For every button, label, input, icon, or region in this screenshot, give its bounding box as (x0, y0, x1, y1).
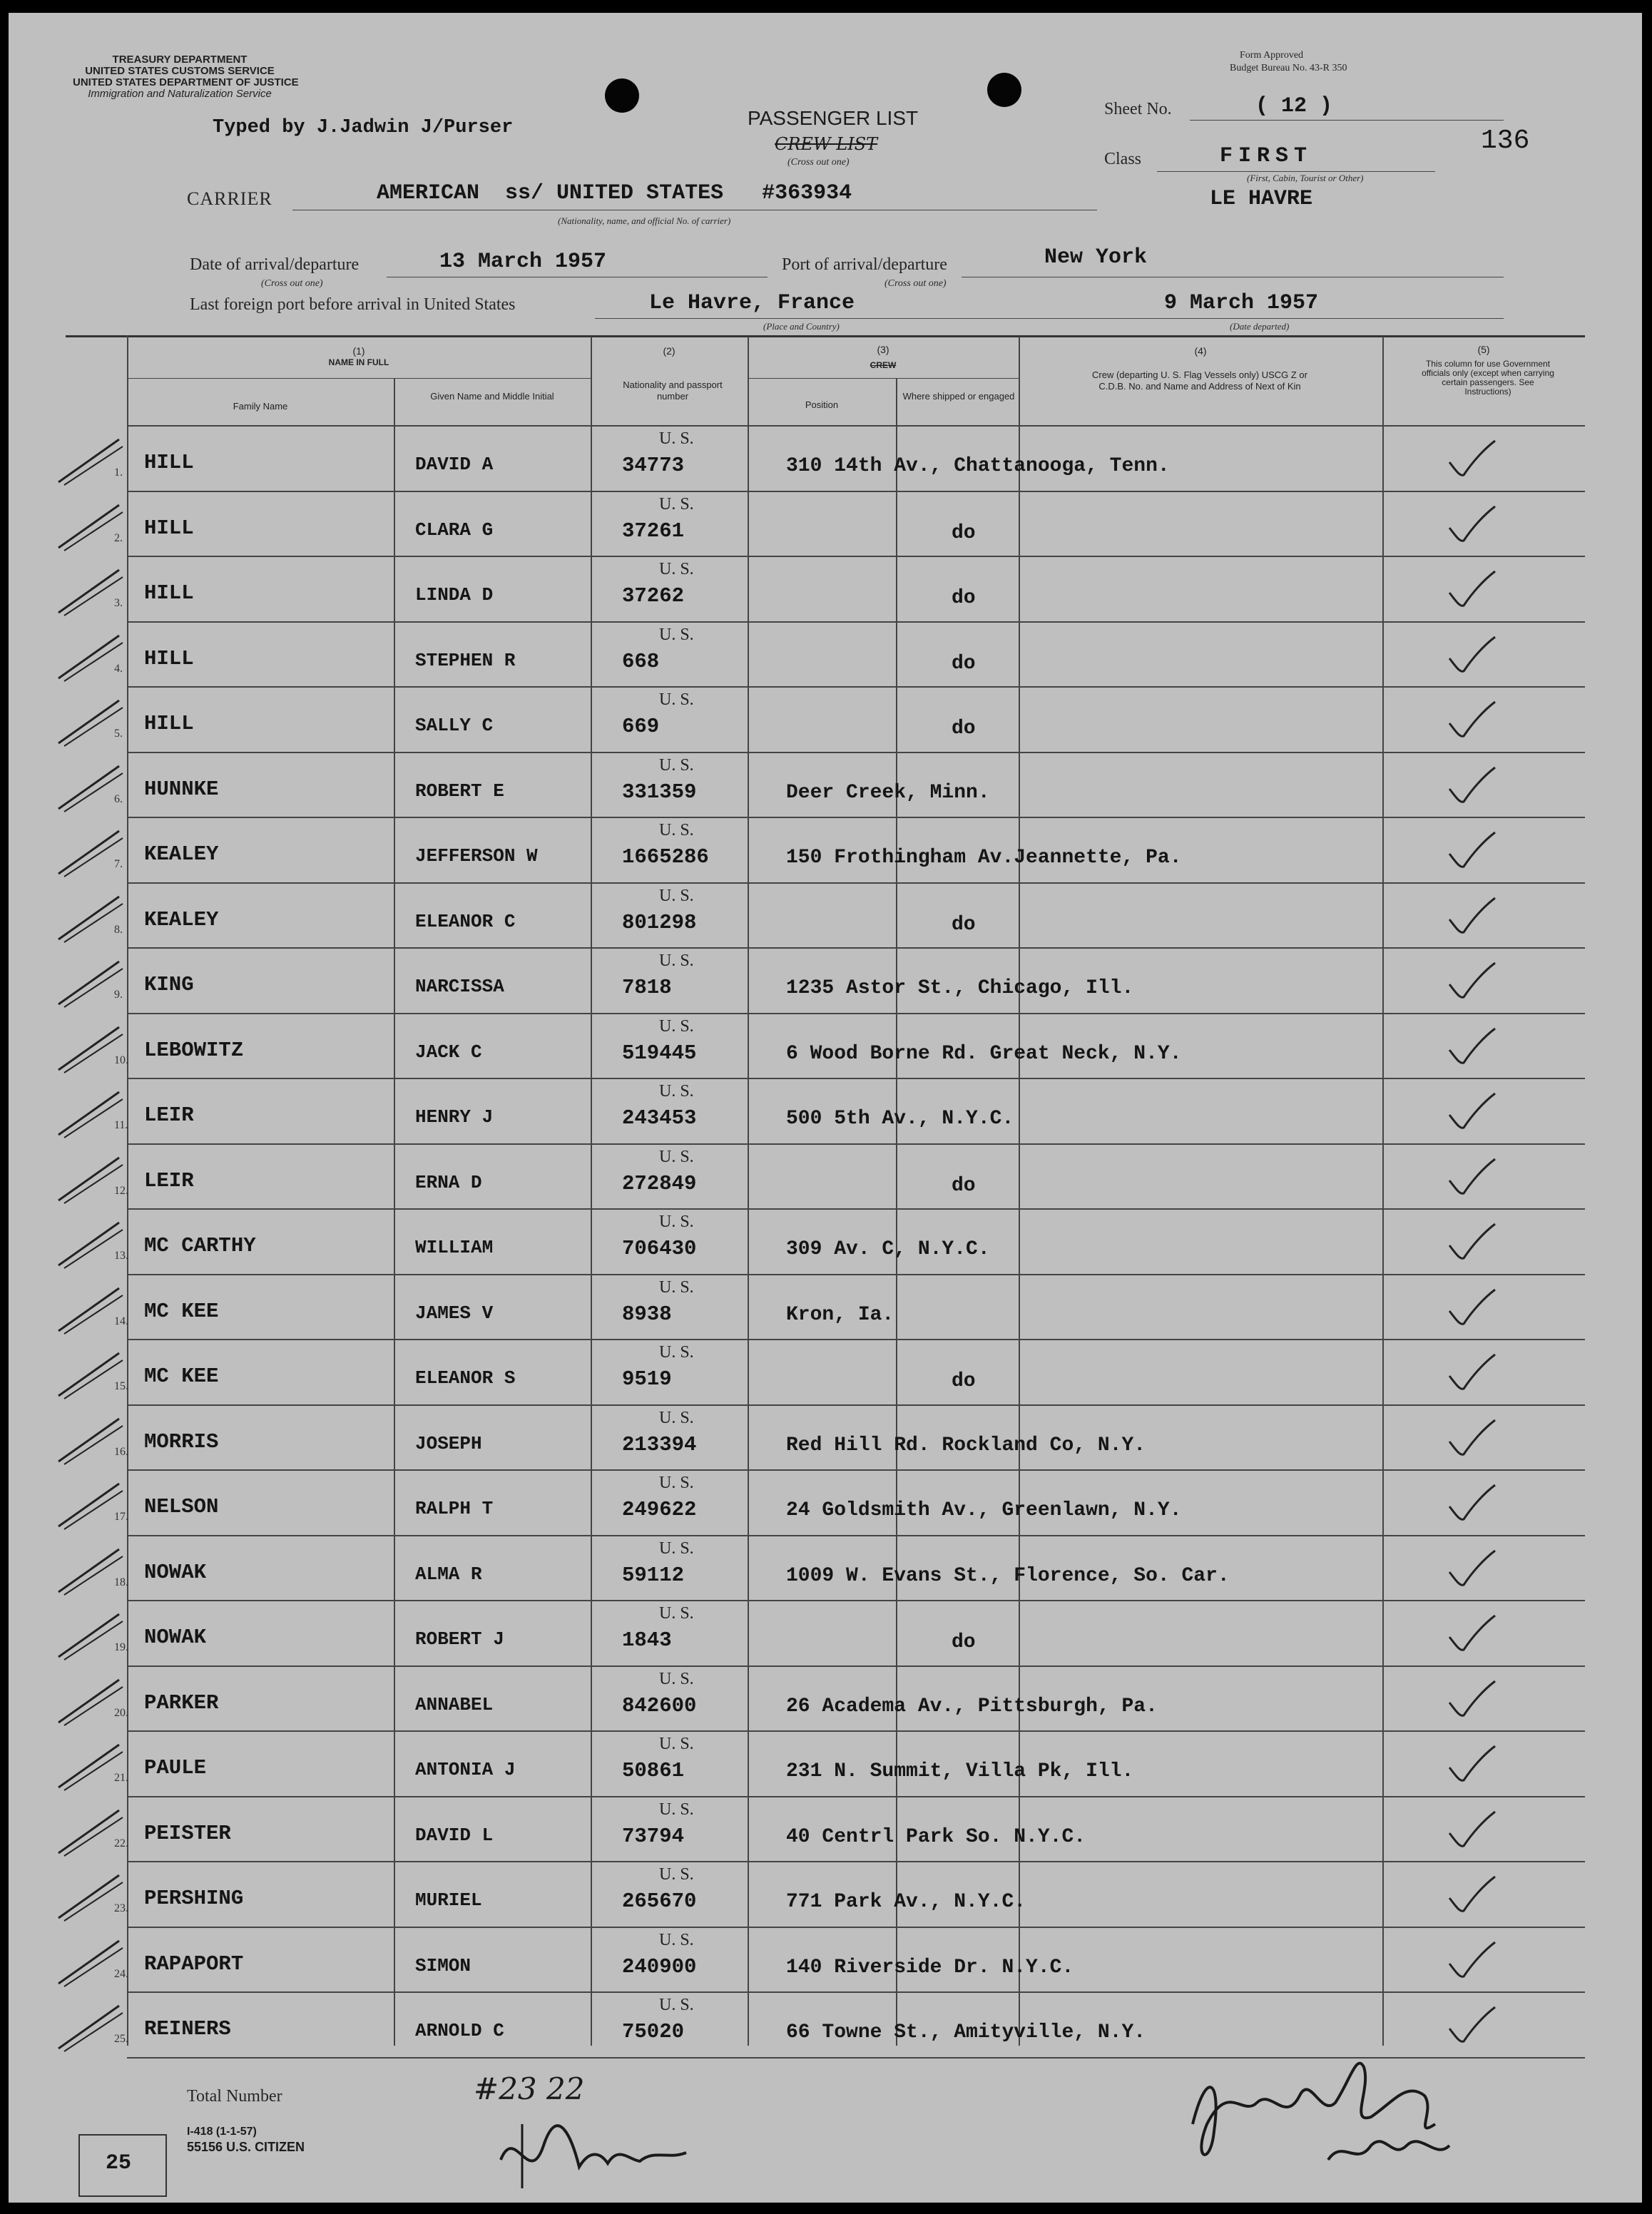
citizen-label: 55156 U.S. CITIZEN (187, 2140, 305, 2154)
address-cell: 500 5th Av., N.Y.C. (786, 1108, 1014, 1130)
row-checkmark (1442, 1739, 1499, 1789)
row-number: 5. (114, 728, 123, 740)
family-name-cell: MORRIS (144, 1429, 219, 1454)
nationality-cell: U. S. (659, 1277, 694, 1297)
address-cell: 1009 W. Evans St., Florence, So. Car. (786, 1564, 1230, 1587)
row-check-slash (51, 1215, 137, 1272)
passport-cell: 669 (622, 715, 660, 738)
row-checkmark (1442, 1021, 1499, 1071)
row-number: 19. (114, 1641, 128, 1653)
nationality-cell: U. S. (659, 1800, 694, 1819)
row-checkmark (1442, 760, 1499, 810)
table-row (9, 1340, 1642, 1406)
row-number: 24. (114, 1967, 128, 1980)
passport-cell: 240900 (622, 1954, 697, 1979)
address-cell: Red Hill Rd. Rockland Co, N.Y. (786, 1434, 1146, 1457)
carrier-hint: (Nationality, name, and official No. of carrier) (558, 215, 731, 226)
table-row (9, 1601, 1642, 1667)
crew-header: CREW (870, 360, 897, 370)
nationality-cell: U. S. (659, 1082, 694, 1101)
given-name-cell: DAVID A (415, 454, 494, 475)
last-port-hint: (Place and Country) (763, 321, 840, 332)
row-check-slash (51, 1999, 137, 2056)
arrival-date-label: Date of arrival/departure (190, 255, 360, 274)
row-number: 21. (114, 1772, 128, 1784)
family-name-cell: NOWAK (144, 1560, 207, 1584)
row-number: 20. (114, 1706, 128, 1719)
family-name-cell: NELSON (144, 1495, 219, 1519)
nationality-cell: U. S. (659, 625, 694, 644)
passport-cell: 331359 (622, 780, 697, 804)
col5-num: (5) (1477, 344, 1490, 355)
family-name-cell: PARKER (144, 1690, 219, 1715)
address-cell: 40 Centrl Park So. N.Y.C. (786, 1825, 1086, 1848)
given-name-cell: WILLIAM (415, 1237, 494, 1258)
punch-hole-left (605, 78, 639, 113)
passport-cell: 519445 (622, 1041, 697, 1065)
table-top-border (66, 335, 1585, 337)
row-check-slash (51, 432, 137, 489)
address-cell: 26 Academa Av., Pittsburgh, Pa. (786, 1695, 1158, 1718)
row-check-slash (51, 1020, 137, 1077)
row-checkmark (1442, 1935, 1499, 1985)
address-cell: Kron, Ia. (786, 1303, 894, 1326)
sheet-value: ( 12 ) (1255, 94, 1333, 118)
passport-cell: 59112 (622, 1563, 685, 1587)
row-number: 14. (114, 1315, 128, 1327)
family-name-cell: MC KEE (144, 1299, 219, 1323)
date-departed-value: 9 March 1957 (1164, 291, 1319, 315)
row-checkmark (1442, 1217, 1499, 1267)
row-checkmark (1442, 956, 1499, 1006)
address-cell: 150 Frothingham Av.Jeannette, Pa. (786, 847, 1182, 869)
family-name-cell: HILL (144, 646, 194, 670)
ditto-cell: do (952, 718, 976, 740)
passport-cell: 50861 (622, 1759, 685, 1782)
agency-line-1: TREASURY DEPARTMENT (112, 53, 248, 66)
given-name-cell: LINDA D (415, 584, 494, 606)
row-number: 13. (114, 1250, 128, 1262)
row-number: 6. (114, 792, 123, 805)
col1-num: (1) (352, 345, 365, 357)
ditto-cell: do (952, 913, 976, 936)
cross-out-hint-port: (Cross out one) (884, 278, 947, 289)
table-row (9, 427, 1642, 492)
crew-next-kin-header: Crew (departing U. S. Flag Vessels only) USCG Z or C.D.B. No. and Name and Address of Next of Kin (1092, 369, 1307, 392)
row-check-slash (51, 1673, 137, 1730)
col3-num: (3) (877, 344, 889, 355)
table-row (9, 1797, 1642, 1863)
row-check-slash (51, 1476, 137, 1534)
carrier-value: AMERICAN ss/ UNITED STATES #363934 (377, 181, 852, 205)
passport-cell: 8938 (622, 1302, 672, 1326)
table-row (9, 1667, 1642, 1733)
col4-num: (4) (1194, 345, 1207, 357)
row-check-slash (51, 1868, 137, 1925)
port-value: New York (1044, 245, 1148, 270)
given-name-header: Given Name and Middle Initial (430, 391, 554, 402)
table-row (9, 753, 1642, 819)
given-name-cell: SIMON (415, 1954, 471, 1976)
row-number: 4. (114, 662, 123, 675)
nationality-cell: U. S. (659, 1865, 694, 1884)
nationality-cell: U. S. (659, 1930, 694, 1949)
given-name-cell: JAMES V (415, 1302, 494, 1324)
row-checkmark (1442, 1152, 1499, 1202)
carrier-label: CARRIER (187, 188, 272, 209)
row-checkmark (1442, 1544, 1499, 1593)
passport-cell: 9519 (622, 1367, 672, 1391)
position-header: Position (805, 399, 839, 410)
row-checkmark (1442, 1869, 1499, 1919)
ditto-cell: do (952, 1631, 976, 1653)
family-name-cell: KEALEY (144, 842, 219, 866)
row-checkmark (1442, 1347, 1499, 1397)
nationality-cell: U. S. (659, 1147, 694, 1166)
given-name-cell: RALPH T (415, 1498, 494, 1519)
row-check-slash (51, 1412, 137, 1469)
crew-list-crossed: CREW LIST (775, 134, 878, 154)
row-number: 18. (114, 1576, 128, 1588)
nationality-cell: U. S. (659, 1604, 694, 1623)
row-check-slash (51, 628, 137, 685)
ditto-cell: do (952, 587, 976, 609)
col1-title: NAME IN FULL (328, 357, 389, 367)
family-name-header: Family Name (233, 401, 288, 412)
table-row (9, 1406, 1642, 1471)
passport-cell: 668 (622, 649, 660, 673)
cross-out-hint-title: (Cross out one) (787, 157, 850, 168)
budget-line-1: Form Approved (1240, 50, 1304, 61)
given-name-cell: JACK C (415, 1041, 482, 1063)
passport-cell: 75020 (622, 2020, 685, 2044)
sheet-label: Sheet No. (1104, 100, 1172, 118)
row-checkmark (1442, 1413, 1499, 1463)
nationality-cell: U. S. (659, 1474, 694, 1492)
family-name-cell: RAPAPORT (144, 1952, 244, 1976)
family-name-cell: HILL (144, 516, 194, 540)
budget-line-2: Budget Bureau No. 43-R 350 (1230, 63, 1347, 73)
row-number: 9. (114, 989, 123, 1001)
nationality-cell: U. S. (659, 1996, 694, 2014)
family-name-cell: LEIR (144, 1168, 194, 1193)
class-hint: (First, Cabin, Tourist or Other) (1247, 173, 1364, 183)
address-cell: 1235 Astor St., Chicago, Ill. (786, 977, 1134, 999)
punch-hole-right (987, 73, 1021, 107)
table-row (9, 1014, 1642, 1080)
row-check-slash (51, 498, 137, 555)
passenger-list-document (9, 13, 1642, 2203)
address-cell: 310 14th Av., Chattanooga, Tenn. (786, 455, 1170, 477)
row-number: 11. (114, 1119, 128, 1131)
form-number: I-418 (1-1-57) (187, 2126, 257, 2138)
passport-cell: 7818 (622, 976, 672, 999)
family-name-cell: MC KEE (144, 1364, 219, 1388)
passport-cell: 842600 (622, 1693, 697, 1718)
given-name-cell: ALMA R (415, 1563, 482, 1585)
family-name-cell: KEALEY (144, 907, 219, 932)
family-name-cell: PEISTER (144, 1821, 231, 1845)
table-row (9, 1862, 1642, 1928)
given-name-cell: ERNA D (415, 1171, 482, 1193)
address-cell: 24 Goldsmith Av., Greenlawn, N.Y. (786, 1499, 1182, 1521)
row-check-slash (51, 563, 137, 620)
given-name-cell: MURIEL (415, 1889, 482, 1911)
row-checkmark (1442, 891, 1499, 941)
col2-num: (2) (663, 345, 675, 357)
given-name-cell: ANTONIA J (415, 1759, 516, 1780)
nationality-cell: U. S. (659, 1735, 694, 1753)
typed-by: Typed by J.Jadwin J/Purser (213, 117, 514, 138)
nationality-cell: U. S. (659, 952, 694, 970)
nationality-cell: U. S. (659, 1016, 694, 1036)
given-name-cell: CLARA G (415, 519, 494, 541)
passport-cell: 243453 (622, 1106, 697, 1130)
row-number: 25. (114, 2033, 128, 2045)
row-number: 2. (114, 531, 123, 544)
table-row (9, 1145, 1642, 1210)
table-row (9, 884, 1642, 949)
family-name-cell: LEBOWITZ (144, 1038, 244, 1062)
nationality-cell: U. S. (659, 429, 694, 448)
nationality-cell: U. S. (659, 1213, 694, 1231)
given-name-cell: JOSEPH (415, 1432, 482, 1454)
passport-cell: 73794 (622, 1824, 685, 1848)
header-sub-line-1 (127, 378, 591, 379)
table-row (9, 1079, 1642, 1145)
row-checkmark (1442, 564, 1499, 614)
table-row (9, 1536, 1642, 1602)
passport-cell: 1665286 (622, 845, 709, 869)
family-name-cell: PAULE (144, 1756, 207, 1780)
nationality-cell: U. S. (659, 1343, 694, 1362)
table-row (9, 557, 1642, 623)
address-cell: 66 Towne St., Amityville, N.Y. (786, 2021, 1146, 2044)
passport-cell: 801298 (622, 910, 697, 934)
given-name-cell: ELEANOR S (415, 1367, 516, 1389)
ditto-cell: do (952, 652, 976, 675)
initials-signature (494, 2110, 708, 2195)
total-label: Total Number (187, 2087, 282, 2106)
row-number: 22. (114, 1837, 128, 1850)
passport-cell: 37262 (622, 584, 685, 608)
family-name-cell: MC CARTHY (144, 1234, 256, 1258)
table-row (9, 1928, 1642, 1994)
passport-cell: 213394 (622, 1432, 697, 1457)
handwritten-count: #23 22 (474, 2071, 585, 2106)
row-number: 12. (114, 1184, 128, 1197)
row-checkmark (1442, 434, 1499, 484)
officials-header: This column for use Government officials only (except when carrying certain passengers. See Instructions) (1422, 359, 1554, 397)
row-check-slash (51, 1607, 137, 1664)
row-checkmark (1442, 499, 1499, 549)
ditto-cell: do (952, 521, 976, 544)
class-value: FIRST (1220, 144, 1313, 168)
row-number: 16. (114, 1445, 128, 1458)
row-checkmark (1442, 1282, 1499, 1332)
port-right: LE HAVRE (1210, 187, 1313, 211)
agency-line-2: UNITED STATES CUSTOMS SERVICE (85, 65, 275, 77)
given-name-cell: STEPHEN R (415, 649, 516, 671)
given-name-cell: HENRY J (415, 1106, 494, 1128)
nationality-cell: U. S. (659, 494, 694, 514)
row-check-slash (51, 1085, 137, 1142)
shipped-header: Where shipped or engaged (902, 391, 1015, 402)
address-cell: 140 Riverside Dr. N.Y.C. (786, 1956, 1074, 1979)
col1-header (127, 345, 591, 368)
nationality-cell: U. S. (659, 560, 694, 578)
page-number: 136 (1481, 126, 1530, 156)
family-name-cell: KING (144, 973, 194, 996)
arrival-date-value: 13 March 1957 (439, 250, 607, 274)
nationality-cell: U. S. (659, 821, 694, 840)
given-name-cell: ELEANOR C (415, 910, 516, 932)
table-row (9, 949, 1642, 1014)
row-check-slash (51, 889, 137, 947)
last-port-value: Le Havre, France (649, 291, 855, 315)
nationality-cell: U. S. (659, 886, 694, 905)
row-checkmark (1442, 1674, 1499, 1724)
agency-line-4: Immigration and Naturalization Service (88, 88, 272, 100)
passport-cell: 265670 (622, 1889, 697, 1913)
nationality-cell: U. S. (659, 1669, 694, 1688)
address-cell: 6 Wood Borne Rd. Great Neck, N.Y. (786, 1042, 1182, 1065)
row-checkmark (1442, 1086, 1499, 1136)
given-name-cell: DAVID L (415, 1824, 494, 1846)
row-check-slash (51, 824, 137, 881)
table-row (9, 1471, 1642, 1536)
nationality-cell: U. S. (659, 755, 694, 775)
address-cell: 309 Av. C, N.Y.C. (786, 1238, 990, 1260)
passport-cell: 249622 (622, 1498, 697, 1521)
passport-cell: 37261 (622, 519, 685, 543)
class-label: Class (1104, 150, 1142, 168)
address-cell: 771 Park Av., N.Y.C. (786, 1891, 1026, 1913)
table-row (9, 818, 1642, 884)
ditto-cell: do (952, 1370, 976, 1392)
row-number: 10. (114, 1054, 128, 1066)
passport-cell: 34773 (622, 454, 685, 477)
row-checkmark (1442, 1805, 1499, 1855)
address-cell: Deer Creek, Minn. (786, 781, 990, 804)
port-label: Port of arrival/departure (782, 255, 947, 274)
given-name-cell: JEFFERSON W (415, 845, 538, 867)
date-departed-hint: (Date departed) (1230, 321, 1290, 332)
table-row (9, 1210, 1642, 1275)
header-sub-line-3 (748, 378, 1019, 379)
cross-out-hint-date: (Cross out one) (261, 278, 323, 289)
passport-cell: 1843 (622, 1628, 672, 1652)
passport-cell: 706430 (622, 1237, 697, 1260)
table-row (9, 1732, 1642, 1797)
row-number: 8. (114, 923, 123, 936)
family-name-cell: HILL (144, 451, 194, 474)
last-port-label: Last foreign port before arrival in United States (190, 295, 516, 314)
row-check-slash (51, 954, 137, 1011)
total-value: 25 (106, 2151, 132, 2175)
family-name-cell: REINERS (144, 2017, 231, 2041)
family-name-cell: HILL (144, 712, 194, 735)
given-name-cell: ANNABEL (415, 1693, 494, 1715)
row-check-slash (51, 1738, 137, 1795)
table-row (9, 623, 1642, 688)
nationality-cell: U. S. (659, 690, 694, 709)
purser-signature (1178, 2039, 1478, 2181)
class-underline (1157, 171, 1435, 172)
row-number: 23. (114, 1902, 128, 1914)
row-check-slash (51, 1934, 137, 1991)
agency-line-3: UNITED STATES DEPARTMENT OF JUSTICE (73, 76, 299, 88)
row-check-slash (51, 693, 137, 750)
given-name-cell: ROBERT E (415, 780, 504, 802)
row-checkmark (1442, 1478, 1499, 1528)
sheet-underline (1190, 120, 1504, 121)
form-title: PASSENGER LIST (748, 107, 919, 129)
row-checkmark (1442, 695, 1499, 745)
nationality-header: Nationality and passport number (623, 379, 723, 402)
row-number: 3. (114, 597, 123, 609)
row-check-slash (51, 759, 137, 816)
family-name-cell: PERSHING (144, 1887, 244, 1910)
table-row (9, 1275, 1642, 1341)
row-number: 17. (114, 1511, 128, 1523)
ditto-cell: do (952, 1174, 976, 1197)
last-port-underline (595, 318, 1504, 319)
row-checkmark (1442, 1608, 1499, 1658)
row-check-slash (51, 1803, 137, 1860)
given-name-cell: SALLY C (415, 715, 494, 736)
family-name-cell: LEIR (144, 1103, 194, 1127)
row-check-slash (51, 1281, 137, 1338)
row-checkmark (1442, 825, 1499, 875)
table-row (9, 688, 1642, 753)
nationality-cell: U. S. (659, 1539, 694, 1558)
row-number: 15. (114, 1380, 128, 1392)
given-name-cell: ROBERT J (415, 1628, 504, 1650)
given-name-cell: NARCISSA (415, 976, 504, 997)
row-check-slash (51, 1346, 137, 1403)
address-cell: 231 N. Summit, Villa Pk, Ill. (786, 1760, 1134, 1782)
row-check-slash (51, 1151, 137, 1208)
agency-block (73, 53, 299, 100)
passport-cell: 272849 (622, 1171, 697, 1195)
nationality-cell: U. S. (659, 1408, 694, 1427)
row-check-slash (51, 1542, 137, 1599)
table-row (9, 492, 1642, 558)
row-number: 1. (114, 466, 123, 479)
given-name-cell: ARNOLD C (415, 2020, 504, 2041)
row-checkmark (1442, 630, 1499, 680)
family-name-cell: HUNNKE (144, 777, 219, 801)
family-name-cell: NOWAK (144, 1626, 207, 1649)
family-name-cell: HILL (144, 581, 194, 605)
row-number: 7. (114, 858, 123, 870)
